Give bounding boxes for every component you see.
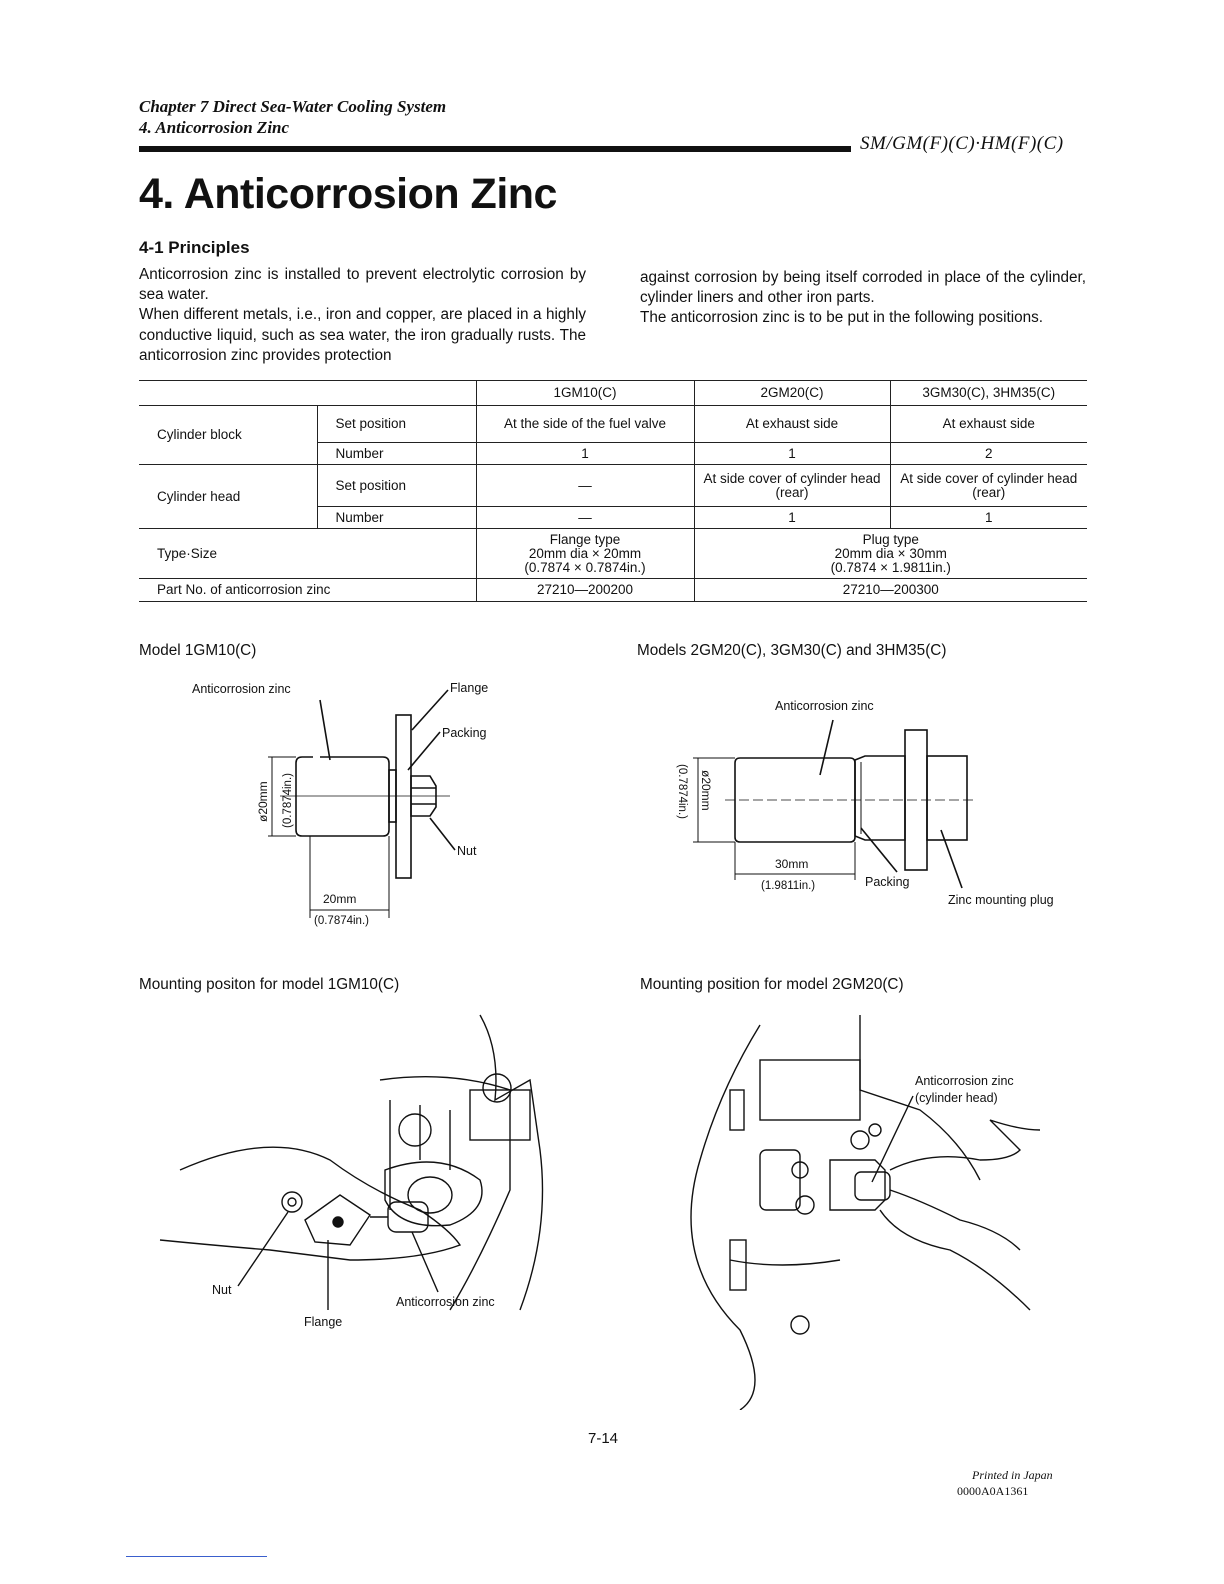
bolt <box>869 1124 881 1136</box>
row-label-cylinder-block: Cylinder block <box>139 406 317 465</box>
bolt <box>796 1196 814 1214</box>
hand-outline <box>160 1147 460 1260</box>
type-line: (0.7874 × 0.7874in.) <box>524 559 646 575</box>
type-line: (0.7874 × 1.9811in.) <box>830 559 951 575</box>
page-number: 7-14 <box>588 1430 619 1447</box>
engine-outline <box>691 1025 760 1410</box>
table-cell: 1 <box>476 443 694 465</box>
table-cell: At side cover of cylinder head (rear) <box>694 465 890 507</box>
label-flange: Flange <box>304 1315 343 1329</box>
mounting-2gm20-illustration <box>660 1010 1080 1410</box>
plug-head <box>927 756 967 840</box>
table-cell <box>476 529 694 579</box>
nut-hole <box>288 1198 296 1206</box>
type-line: Flange type <box>549 531 621 547</box>
row-sublabel: Set position <box>317 465 476 507</box>
body-column-left <box>139 265 586 366</box>
zinc-piece <box>388 1202 428 1232</box>
label-nut: Nut <box>212 1283 232 1297</box>
leader-nut <box>430 818 455 850</box>
leader-zinc <box>412 1232 438 1292</box>
dim-dia: ø20mm <box>699 770 713 811</box>
engine-detail <box>390 1100 450 1210</box>
zinc-spec-table <box>139 380 1087 602</box>
paragraph: When different metals, i.e., iron and copper, are placed in a highly conductive liquid, such as sea water, the iron gradually rusts. The anticorrosion zinc provides protection <box>139 306 586 364</box>
hand-outline <box>890 1190 1020 1250</box>
dim-len-in: (1.9811in.) <box>761 880 816 892</box>
side-cover <box>830 1160 885 1210</box>
hose <box>890 1120 1040 1170</box>
nut-piece <box>282 1192 302 1212</box>
table-cell: 1 <box>694 507 890 529</box>
table-cell: — <box>476 507 694 529</box>
bolt <box>851 1131 869 1149</box>
chapter-title: Chapter 7 Direct Sea-Water Cooling System <box>139 97 447 116</box>
leader-flange <box>412 690 448 730</box>
column-header: 1GM10(C) <box>476 381 694 406</box>
mounting-1gm10-illustration <box>150 1010 570 1340</box>
table-cell: 27210—200300 <box>694 579 1087 602</box>
table-cell: — <box>476 465 694 507</box>
table-cell: 1 <box>890 507 1087 529</box>
label-anticorrosion-zinc: Anticorrosion zinc <box>775 699 874 713</box>
zinc-body <box>296 757 389 836</box>
table-cell: 27210—200200 <box>476 579 694 602</box>
chapter-heading <box>139 96 446 138</box>
bolt <box>791 1316 809 1334</box>
column-header: 3GM30(C), 3HM35(C) <box>890 381 1087 406</box>
label-packing: Packing <box>865 875 910 889</box>
column-header: 2GM20(C) <box>694 381 890 406</box>
row-sublabel: Number <box>317 443 476 465</box>
section-subtitle: 4-1 Principles <box>139 238 250 257</box>
table-cell: At exhaust side <box>890 406 1087 443</box>
header-rule <box>139 146 851 152</box>
flange-zinc-diagram <box>180 670 520 935</box>
label-zinc: Anticorrosion zinc <box>396 1295 495 1309</box>
footer-rule <box>126 1556 267 1557</box>
engine-outline <box>480 1015 543 1310</box>
leader-packing <box>408 732 440 770</box>
paragraph: The anticorrosion zinc is to be put in the following positions. <box>640 309 1044 327</box>
label-plug: Zinc mounting plug <box>948 893 1054 907</box>
engine-block <box>760 1060 860 1120</box>
table-cell: At exhaust side <box>694 406 890 443</box>
label-zinc: Anticorrosion zinc <box>915 1074 1014 1088</box>
dim-dia-in: (0.7874in.) <box>282 773 294 828</box>
row-sublabel: Set position <box>317 406 476 443</box>
label-packing: Packing <box>442 726 487 740</box>
hand-outline <box>880 1210 1030 1310</box>
type-line: 20mm dia × 20mm <box>528 545 642 561</box>
leader-packing <box>861 828 897 872</box>
leader-zinc <box>820 720 833 775</box>
page-title: 4. Anticorrosion Zinc <box>139 170 557 218</box>
dim-len: 30mm <box>775 857 809 871</box>
label-anticorrosion-zinc: Anticorrosion zinc <box>192 682 291 696</box>
label-flange: Flange <box>450 681 489 695</box>
figure-caption: Mounting position for model 2GM20(C) <box>640 976 904 993</box>
figure-caption: Model 1GM10(C) <box>139 642 257 659</box>
figure-caption: Models 2GM20(C), 3GM30(C) and 3HM35(C) <box>637 642 947 659</box>
gauge <box>399 1114 431 1146</box>
dim-dia-in: (0.7874in.) <box>676 764 688 819</box>
row-label-part-no: Part No. of anticorrosion zinc <box>139 579 476 602</box>
label-nut: Nut <box>457 844 477 858</box>
dim-len: 20mm <box>323 892 357 906</box>
figure-caption: Mounting positon for model 1GM10(C) <box>139 976 400 993</box>
document-code: 0000A0A1361 <box>957 1484 1029 1498</box>
table-cell <box>694 529 1087 579</box>
paragraph: Anticorrosion zinc is installed to prevent electrolytic corrosion by sea water. <box>139 266 586 304</box>
plug-thread <box>855 756 905 840</box>
flange-hole <box>333 1217 343 1227</box>
engine-detail <box>760 1150 800 1210</box>
fitting <box>730 1240 746 1290</box>
section-title: 4. Anticorrosion Zinc <box>139 118 290 137</box>
leader-plug <box>941 830 962 888</box>
table-cell: At the side of the fuel valve <box>476 406 694 443</box>
fitting <box>730 1090 744 1130</box>
flange-boss <box>385 1162 482 1226</box>
model-range: SM/GM(F)(C)·HM(F)(C) <box>860 133 1064 154</box>
printed-note: Printed in Japan <box>972 1468 1053 1482</box>
type-line: Plug type <box>862 531 919 547</box>
table-cell: At side cover of cylinder head (rear) <box>890 465 1087 507</box>
flange-plate <box>396 715 411 878</box>
type-line: 20mm dia × 30mm <box>834 545 947 561</box>
body-column-right <box>640 268 1086 329</box>
leader-zinc <box>320 700 330 760</box>
table-cell: 2 <box>890 443 1087 465</box>
row-label-cylinder-head: Cylinder head <box>139 465 317 529</box>
table-cell: 1 <box>694 443 890 465</box>
dim-dia: ø20mm <box>256 781 270 822</box>
leader-nut <box>238 1212 288 1286</box>
paragraph: against corrosion by being itself corroded in place of the cylinder, cylinder liners and other iron parts. <box>640 269 1086 307</box>
label-zinc-sub: (cylinder head) <box>915 1091 998 1105</box>
table-corner <box>139 381 476 406</box>
row-sublabel: Number <box>317 507 476 529</box>
engine-outline <box>380 1077 510 1310</box>
dim-len-in: (0.7874in.) <box>314 915 369 927</box>
plug-zinc-diagram <box>665 690 1085 915</box>
row-label-type-size: Type·Size <box>139 529 476 579</box>
bolt <box>483 1074 511 1102</box>
